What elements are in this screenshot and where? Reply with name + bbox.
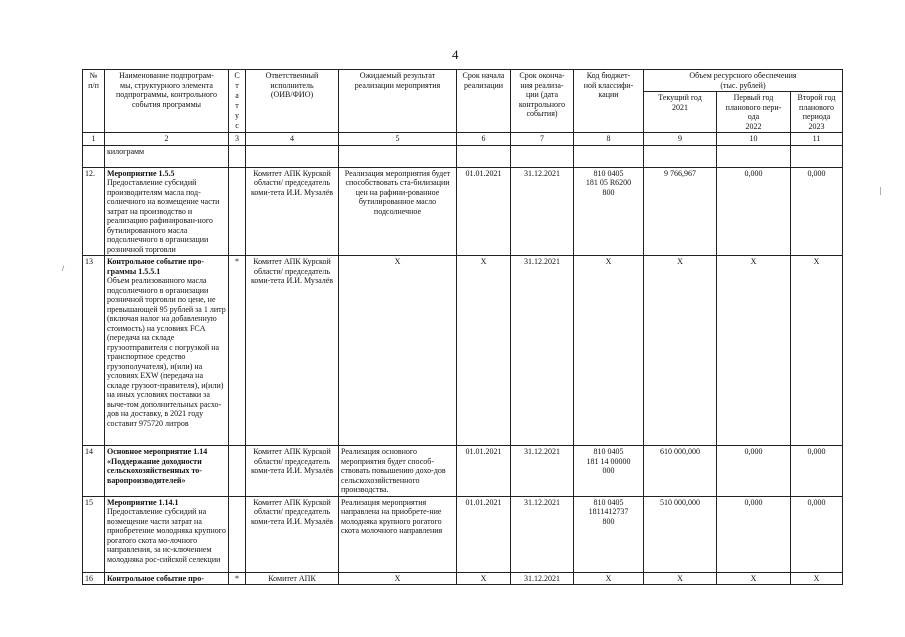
carry-row bbox=[83, 145, 843, 167]
col-header-year-2: Второй год планового периода 2023 bbox=[791, 92, 843, 133]
table-row bbox=[83, 496, 843, 572]
row-result: Реализация основного мероприятия будет способ-ствовать повышению дохо-дов сельскохозяйственного производства. bbox=[339, 446, 457, 497]
row-text: Объем реализованного масла подсолнечного в организации розничной торговли по цене, не превышающей 95 рублей за 1 литр (включая налог на добавленную стоимость) на условиях FCA (передача на складе грузоотправителя с погрузкой на транспортное средство грузополучателя), и(или) на условиях EXW (передача на складе грузоот-правителя), и(или) на иных условиях поставки за выче-том дополнительных расхо-дов на доставку, в 2021 году составит 975720 литров bbox=[107, 276, 226, 428]
col-number: 2 bbox=[105, 133, 229, 146]
row-volume-current: 610 000,000 bbox=[644, 446, 717, 497]
column-numbers-row bbox=[83, 133, 843, 146]
row-status bbox=[229, 446, 246, 497]
row-executor: Комитет АПК Курской области/ председатель коми-тета И.И. Музалёв bbox=[246, 496, 339, 572]
row-name bbox=[105, 446, 229, 497]
col-number: 7 bbox=[511, 133, 574, 146]
row-name bbox=[105, 496, 229, 572]
row-number: 16 bbox=[83, 572, 105, 585]
row-start: 01.01.2021 bbox=[457, 446, 511, 497]
row-start: X bbox=[457, 572, 511, 585]
row-end: 31.12.2021 bbox=[511, 572, 574, 585]
row-end: 31.12.2021 bbox=[511, 167, 574, 256]
row-code: X bbox=[574, 572, 644, 585]
row-volume-year2: 0,000 bbox=[791, 496, 843, 572]
row-name bbox=[105, 256, 229, 446]
row-volume-year1: 0,000 bbox=[717, 496, 791, 572]
row-volume-year2: X bbox=[791, 572, 843, 585]
table-row bbox=[83, 256, 843, 446]
row-name bbox=[105, 572, 229, 585]
page-number: 4 bbox=[452, 47, 459, 62]
row-result: X bbox=[339, 256, 457, 446]
col-number: 4 bbox=[246, 133, 339, 146]
row-title: Мероприятие 1.14.1 bbox=[107, 497, 179, 507]
row-volume-year1: 0,000 bbox=[717, 167, 791, 256]
row-status: * bbox=[229, 256, 246, 446]
row-code: X bbox=[574, 256, 644, 446]
row-code: 810 0405 181 14 00000 000 bbox=[574, 446, 644, 497]
col-number: 11 bbox=[791, 133, 843, 146]
scan-mark: / bbox=[62, 264, 65, 273]
row-number: 13 bbox=[83, 256, 105, 446]
row-result: Реализация мероприятия направлена на приобрете-ние молодняка крупного рогатого скота молочного направления bbox=[339, 496, 457, 572]
header-row bbox=[83, 70, 843, 92]
table-row bbox=[83, 446, 843, 497]
row-volume-current: X bbox=[644, 572, 717, 585]
col-header-volume: Объем ресурсного обеспечения (тыс. рублей) bbox=[644, 70, 843, 92]
row-title: Контрольное событие про-граммы 1.5.5.1 bbox=[107, 257, 204, 276]
col-number: 1 bbox=[83, 133, 105, 146]
row-start: 01.01.2021 bbox=[457, 167, 511, 256]
col-header-result: Ожидаемый результат реализации мероприятия bbox=[339, 70, 457, 133]
row-end: 31.12.2021 bbox=[511, 256, 574, 446]
col-number: 5 bbox=[339, 133, 457, 146]
row-text: Предоставление субсидий производителям масла под-солнечного на возмещение части затрат на производство и реализацию рафинирован-ного бутилированного масла подсолнечного в организации розничной торговли bbox=[107, 178, 220, 254]
row-volume-current: 9 766,967 bbox=[644, 167, 717, 256]
col-header-n: № п/п bbox=[83, 70, 105, 133]
row-number: 14 bbox=[83, 446, 105, 497]
row-status bbox=[229, 167, 246, 256]
table-row bbox=[83, 167, 843, 256]
scan-mark: | bbox=[880, 186, 882, 195]
row-status: * bbox=[229, 572, 246, 585]
row-volume-current: X bbox=[644, 256, 717, 446]
row-code: 810 0405 1811412737 800 bbox=[574, 496, 644, 572]
row-volume-year2: X bbox=[791, 256, 843, 446]
col-header-year-current: Текущий год 2021 bbox=[644, 92, 717, 133]
row-volume-year2: 0,000 bbox=[791, 167, 843, 256]
row-title: Контрольное событие про- bbox=[107, 573, 204, 583]
row-title: Основное мероприятие 1.14 «Поддержание доходности сельскохозяйственных то-варопроизводителей» bbox=[107, 447, 208, 485]
col-header-status: С т а т у с bbox=[229, 70, 246, 133]
col-header-start: Срок начала реализации bbox=[457, 70, 511, 133]
program-table bbox=[82, 69, 843, 585]
col-number: 6 bbox=[457, 133, 511, 146]
row-start: X bbox=[457, 256, 511, 446]
row-end: 31.12.2021 bbox=[511, 446, 574, 497]
row-start: 01.01.2021 bbox=[457, 496, 511, 572]
row-title: Мероприятие 1.5.5 bbox=[107, 168, 175, 178]
col-header-end: Срок оконча- ния реализа- ции (дата контрольного события) bbox=[511, 70, 574, 133]
row-status bbox=[229, 496, 246, 572]
row-name bbox=[105, 167, 229, 256]
col-number: 10 bbox=[717, 133, 791, 146]
row-volume-current: 510 000,000 bbox=[644, 496, 717, 572]
row-executor: Комитет АПК Курской области/ председатель коми-тета И.И. Музалёв bbox=[246, 446, 339, 497]
row-result: Реализация мероприятия будет способствовать ста-билизации цен на рафини-рованное бутилированное масло подсолнечное bbox=[339, 167, 457, 256]
row-executor: Комитет АПК bbox=[246, 572, 339, 585]
col-number: 9 bbox=[644, 133, 717, 146]
row-volume-year1: X bbox=[717, 572, 791, 585]
col-number: 8 bbox=[574, 133, 644, 146]
row-code: 810 0405 181 05 R6200 800 bbox=[574, 167, 644, 256]
row-executor: Комитет АПК Курской области/ председатель коми-тета И.И. Музалёв bbox=[246, 256, 339, 446]
carry-text: килограмм bbox=[105, 145, 229, 167]
row-number: 15 bbox=[83, 496, 105, 572]
row-number: 12. bbox=[83, 167, 105, 256]
col-number: 3 bbox=[229, 133, 246, 146]
row-volume-year2: 0,000 bbox=[791, 446, 843, 497]
table-row bbox=[83, 572, 843, 585]
row-result: X bbox=[339, 572, 457, 585]
col-header-executor: Ответственный исполнитель (ОИВ/ФИО) bbox=[246, 70, 339, 133]
row-end: 31.12.2021 bbox=[511, 496, 574, 572]
row-executor: Комитет АПК Курской области/ председатель коми-тета И.И. Музалёв bbox=[246, 167, 339, 256]
row-text: Предоставление субсидий на возмещение части затрат на приобретение молодняка крупного рогатого скота мо-лочного направления, за ис-ключением молодняка рос-сийской селекции bbox=[107, 507, 226, 564]
row-volume-year1: 0,000 bbox=[717, 446, 791, 497]
col-header-name: Наименование подпрограм- мы, структурного элемента подпрограммы, контрольного события программы bbox=[105, 70, 229, 133]
row-volume-year1: X bbox=[717, 256, 791, 446]
col-header-year-1: Первый год планового пери- ода 2022 bbox=[717, 92, 791, 133]
col-header-code: Код бюджет- ной классифи- кации bbox=[574, 70, 644, 133]
